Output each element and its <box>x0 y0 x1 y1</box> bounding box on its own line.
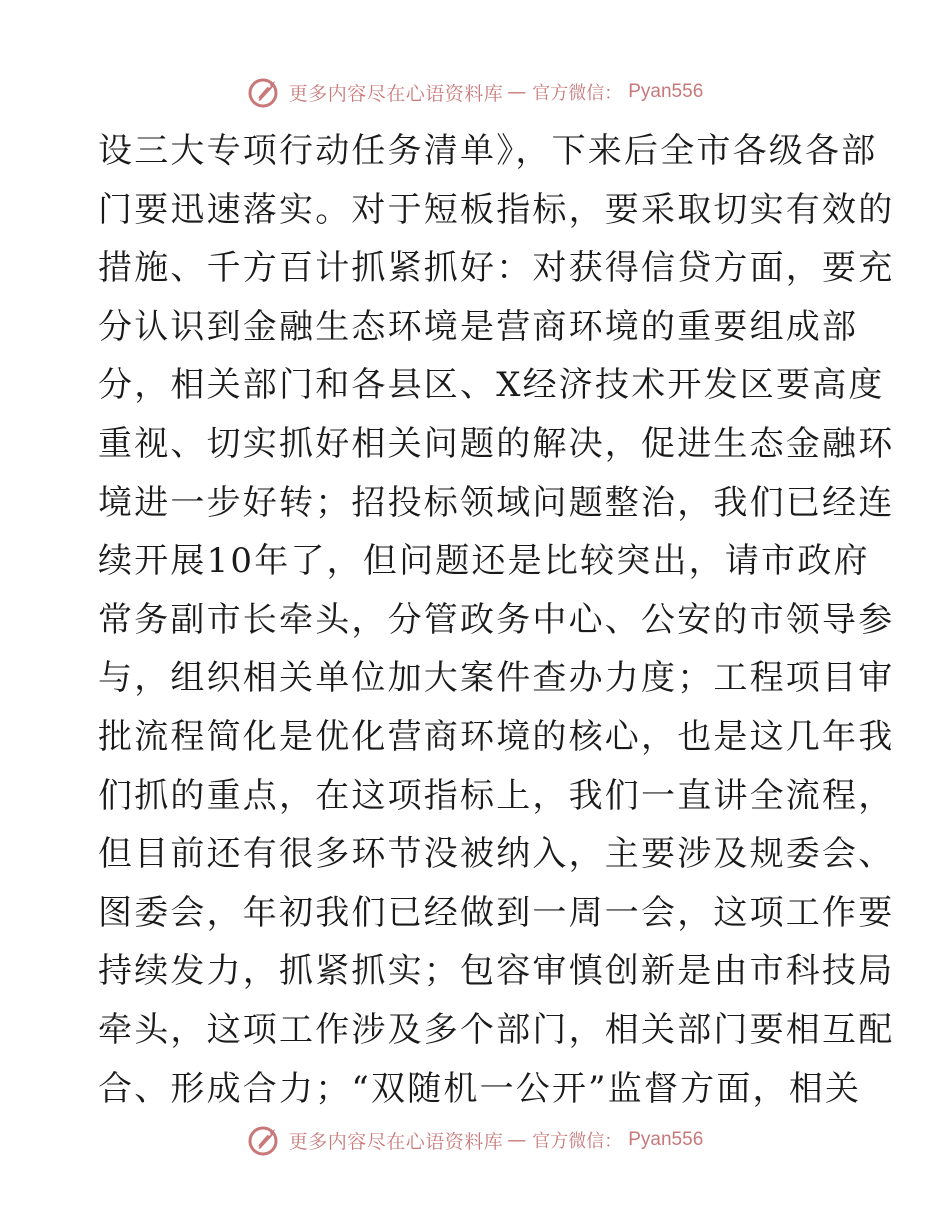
banner-title: 更多内容尽在心语资料库 <box>288 1130 504 1153</box>
banner-wechat-label: 官方微信： <box>532 83 623 104</box>
body-line: 门要迅速落实。对于短板指标，要采取切实有效的 <box>98 189 895 230</box>
banner-title: 更多内容尽在心语资料库 <box>288 82 504 105</box>
body-line: 境进一步好转；招投标领域问题整治，我们已经连 <box>98 482 895 523</box>
banner-wechat-id: Pyan556 <box>628 81 704 102</box>
banner-separator: — <box>507 1129 527 1151</box>
pen-nib-logo-icon <box>247 75 283 109</box>
body-line: 批流程简化是优化营商环境的核心，也是这几年我 <box>98 716 895 757</box>
body-line: 分认识到金融生态环境是营商环境的重要组成部 <box>98 306 859 347</box>
body-line: 与，组织相关单位加大案件查办力度；工程项目审 <box>98 658 895 699</box>
body-line: 们抓的重点，在这项指标上，我们一直讲全流程， <box>98 775 895 816</box>
body-line: 分，相关部门和各县区、X经济技术开发区要高度 <box>98 365 885 406</box>
banner-separator: — <box>507 81 527 103</box>
banner-wechat-label: 官方微信： <box>532 1131 623 1152</box>
body-line: 续开展10年了，但问题还是比较突出，请市政府 <box>98 541 870 582</box>
body-line: 设三大专项行动任务清单》，下来后全市各级各部 <box>98 131 878 171</box>
body-line: 合、形成合力；“双随机一公开”监督方面，相关 <box>98 1068 862 1109</box>
body-line: 措施、千方百计抓紧抓好：对获得信贷方面，要充 <box>98 248 895 289</box>
header-banner <box>0 72 950 112</box>
document-body <box>98 122 895 1118</box>
footer-banner <box>0 1120 950 1160</box>
body-line: 持续发力，抓紧抓实；包容审慎创新是由市科技局 <box>98 951 895 992</box>
body-line: 牵头，这项工作涉及多个部门，相关部门要相互配 <box>98 1009 895 1050</box>
banner-wechat-id: Pyan556 <box>628 1129 704 1150</box>
pen-nib-logo-icon <box>247 1123 283 1157</box>
body-line: 但目前还有很多环节没被纳入，主要涉及规委会、 <box>98 834 895 875</box>
body-line: 图委会，年初我们已经做到一周一会，这项工作要 <box>98 892 895 933</box>
body-line: 常务副市长牵头，分管政务中心、公安的市领导参 <box>98 599 895 640</box>
body-line: 重视、切实抓好相关问题的解决，促进生态金融环 <box>98 423 895 464</box>
